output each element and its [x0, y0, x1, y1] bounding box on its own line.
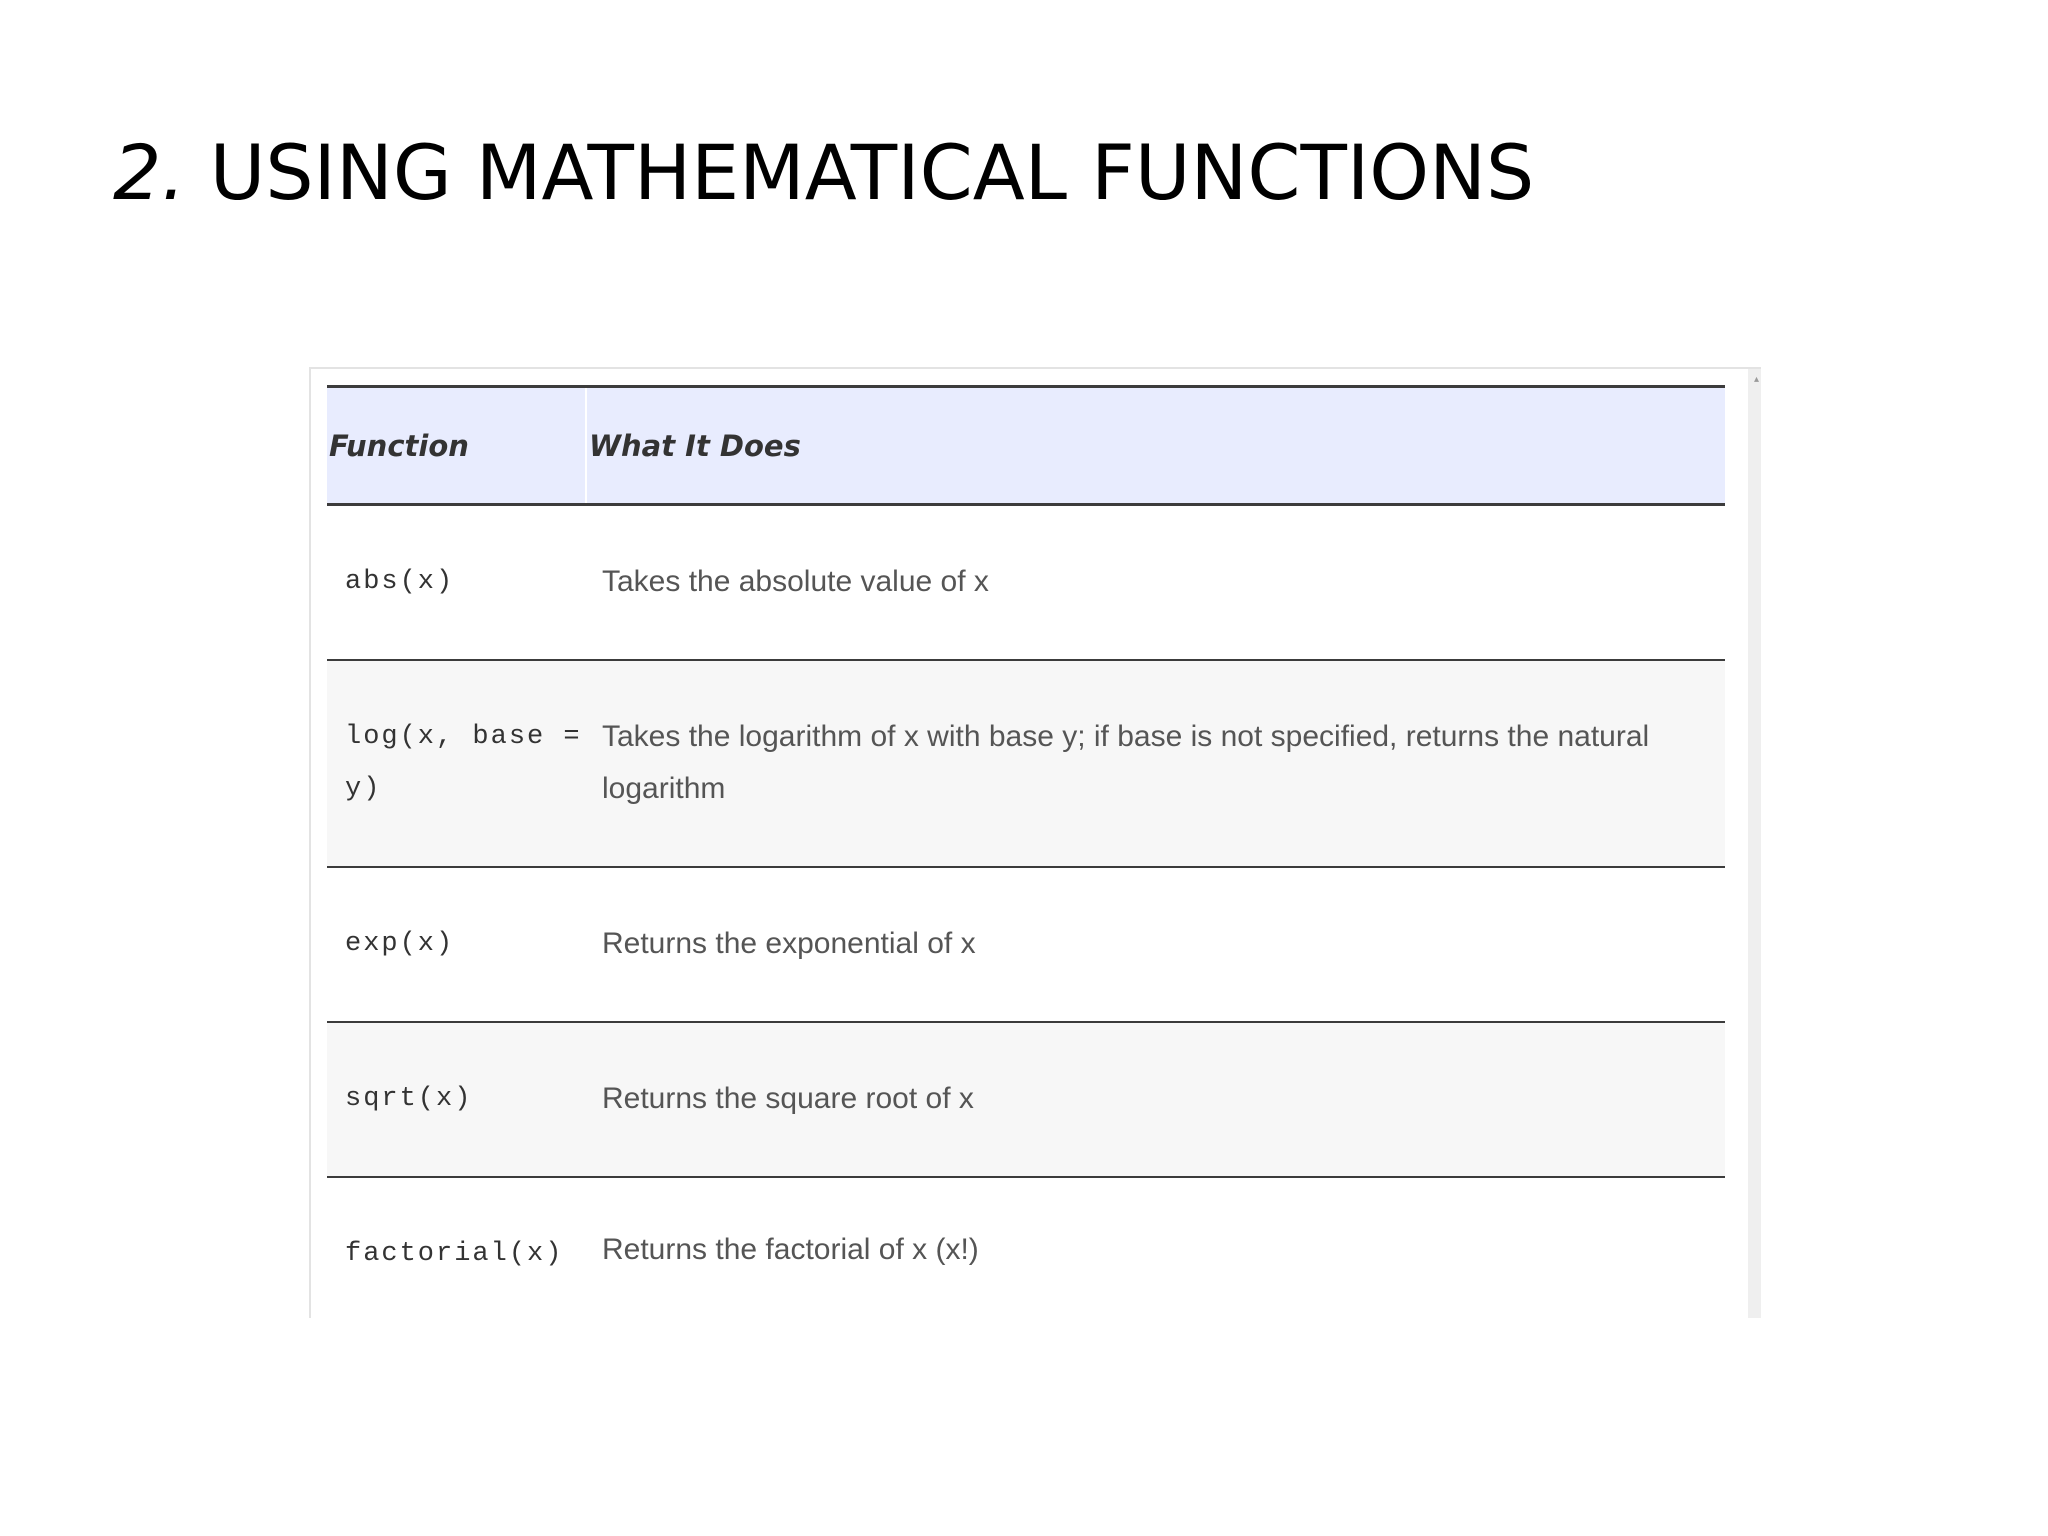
header-function: Function — [327, 387, 586, 505]
description-cell: Takes the absolute value of x — [602, 565, 989, 599]
function-cell: exp(x) — [345, 929, 455, 959]
function-cell: sqrt(x) — [345, 1084, 473, 1114]
slide-title — [113, 118, 1534, 228]
slide-title-text: USING MATHEMATICAL FUNCTIONS — [209, 128, 1535, 217]
header-what-it-does: What It Does — [586, 387, 1725, 505]
table-row — [327, 1022, 1725, 1177]
function-table — [327, 385, 1725, 1318]
function-cell: abs(x) — [345, 567, 455, 598]
slide-title-number: 2. — [113, 128, 186, 217]
table-header-row — [327, 387, 1725, 505]
scroll-up-arrow-icon[interactable]: ▴ — [1753, 374, 1759, 385]
table-row — [327, 660, 1725, 867]
function-table-frame — [309, 367, 1761, 1318]
description-cell: Returns the factorial of x (x!) — [602, 1232, 979, 1266]
description-cell: Takes the logarithm of x with base y; if base is not specified, returns the natural logarithm — [602, 720, 1650, 805]
vertical-scrollbar[interactable] — [1748, 369, 1761, 1318]
description-cell: Returns the square root of x — [602, 1082, 974, 1115]
table-row — [327, 867, 1725, 1022]
table-row — [327, 505, 1725, 660]
function-cell: factorial(x) — [345, 1238, 564, 1269]
table-row — [327, 1177, 1725, 1319]
function-cell: log(x, base = y) — [345, 722, 582, 804]
description-cell: Returns the exponential of x — [602, 927, 976, 960]
